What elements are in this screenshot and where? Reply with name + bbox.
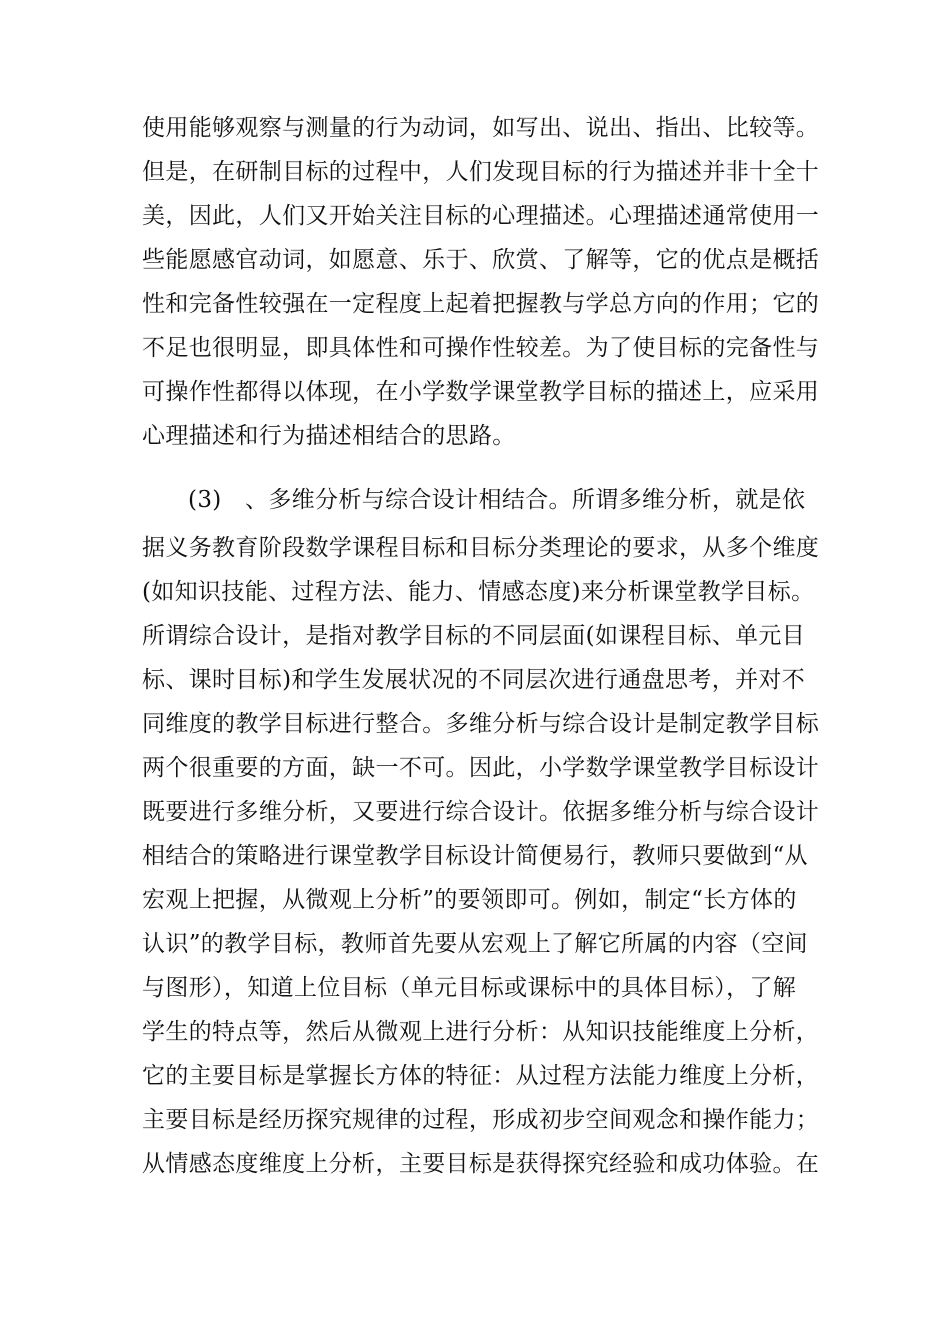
text-line: 据义务教育阶段数学课程目标和目标分类理论的要求，从多个维度	[142, 535, 820, 561]
text-line: 它的主要目标是掌握长方体的特征：从过程方法能力维度上分析，	[142, 1063, 820, 1089]
text-line: 认识”的教学目标，教师首先要从宏观上了解它所属的内容（空间	[142, 931, 808, 957]
text-line: 主要目标是经历探究规律的过程，形成初步空间观念和操作能力；	[142, 1107, 820, 1133]
text-line: 但是，在研制目标的过程中，人们发现目标的行为描述并非十全十	[142, 159, 820, 185]
text-line: 标、课时目标)和学生发展状况的不同层次进行通盘思考，并对不	[142, 667, 806, 693]
text-line: 心理描述和行为描述相结合的思路。	[142, 423, 516, 449]
text-line: 与图形），知道上位目标（单元目标或课标中的具体目标），了解	[142, 975, 797, 1001]
text-line: 使用能够观察与测量的行为动词，如写出、说出、指出、比较等。	[142, 115, 820, 141]
text-line: 不足也很明显，即具体性和可操作性较差。为了使目标的完备性与	[142, 335, 820, 361]
text-line: 所谓综合设计，是指对教学目标的不同层面(如课程目标、单元目	[142, 623, 806, 649]
text-line: 性和完备性较强在一定程度上起着把握教与学总方向的作用；它的	[142, 291, 820, 317]
text-line: 些能愿感官动词，如愿意、乐于、欣赏、了解等，它的优点是概括	[142, 247, 820, 273]
text-line: 学生的特点等，然后从微观上进行分析：从知识技能维度上分析，	[142, 1019, 820, 1045]
text-line: 可操作性都得以体现，在小学数学课堂教学目标的描述上，应采用	[142, 379, 820, 405]
text-line: 宏观上把握，从微观上分析”的要领即可。例如，制定“长方体的	[142, 887, 797, 913]
text-line: 美，因此，人们又开始关注目标的心理描述。心理描述通常使用一	[142, 203, 820, 229]
text-line: 既要进行多维分析，又要进行综合设计。依据多维分析与综合设计	[142, 799, 820, 825]
text-line: 同维度的教学目标进行整合。多维分析与综合设计是制定教学目标	[142, 711, 820, 737]
text-line: 从情感态度维度上分析，主要目标是获得探究经验和成功体验。在	[142, 1151, 820, 1177]
text-line: (如知识技能、过程方法、能力、情感态度)来分析课堂教学目标。	[142, 579, 815, 605]
text-line: (3) 、多维分析与综合设计相结合。所谓多维分析，就是依	[188, 487, 806, 513]
text-line: 相结合的策略进行课堂教学目标设计简便易行，教师只要做到“从	[142, 843, 808, 869]
text-line: 两个很重要的方面，缺一不可。因此，小学数学课堂教学目标设计	[142, 755, 820, 781]
